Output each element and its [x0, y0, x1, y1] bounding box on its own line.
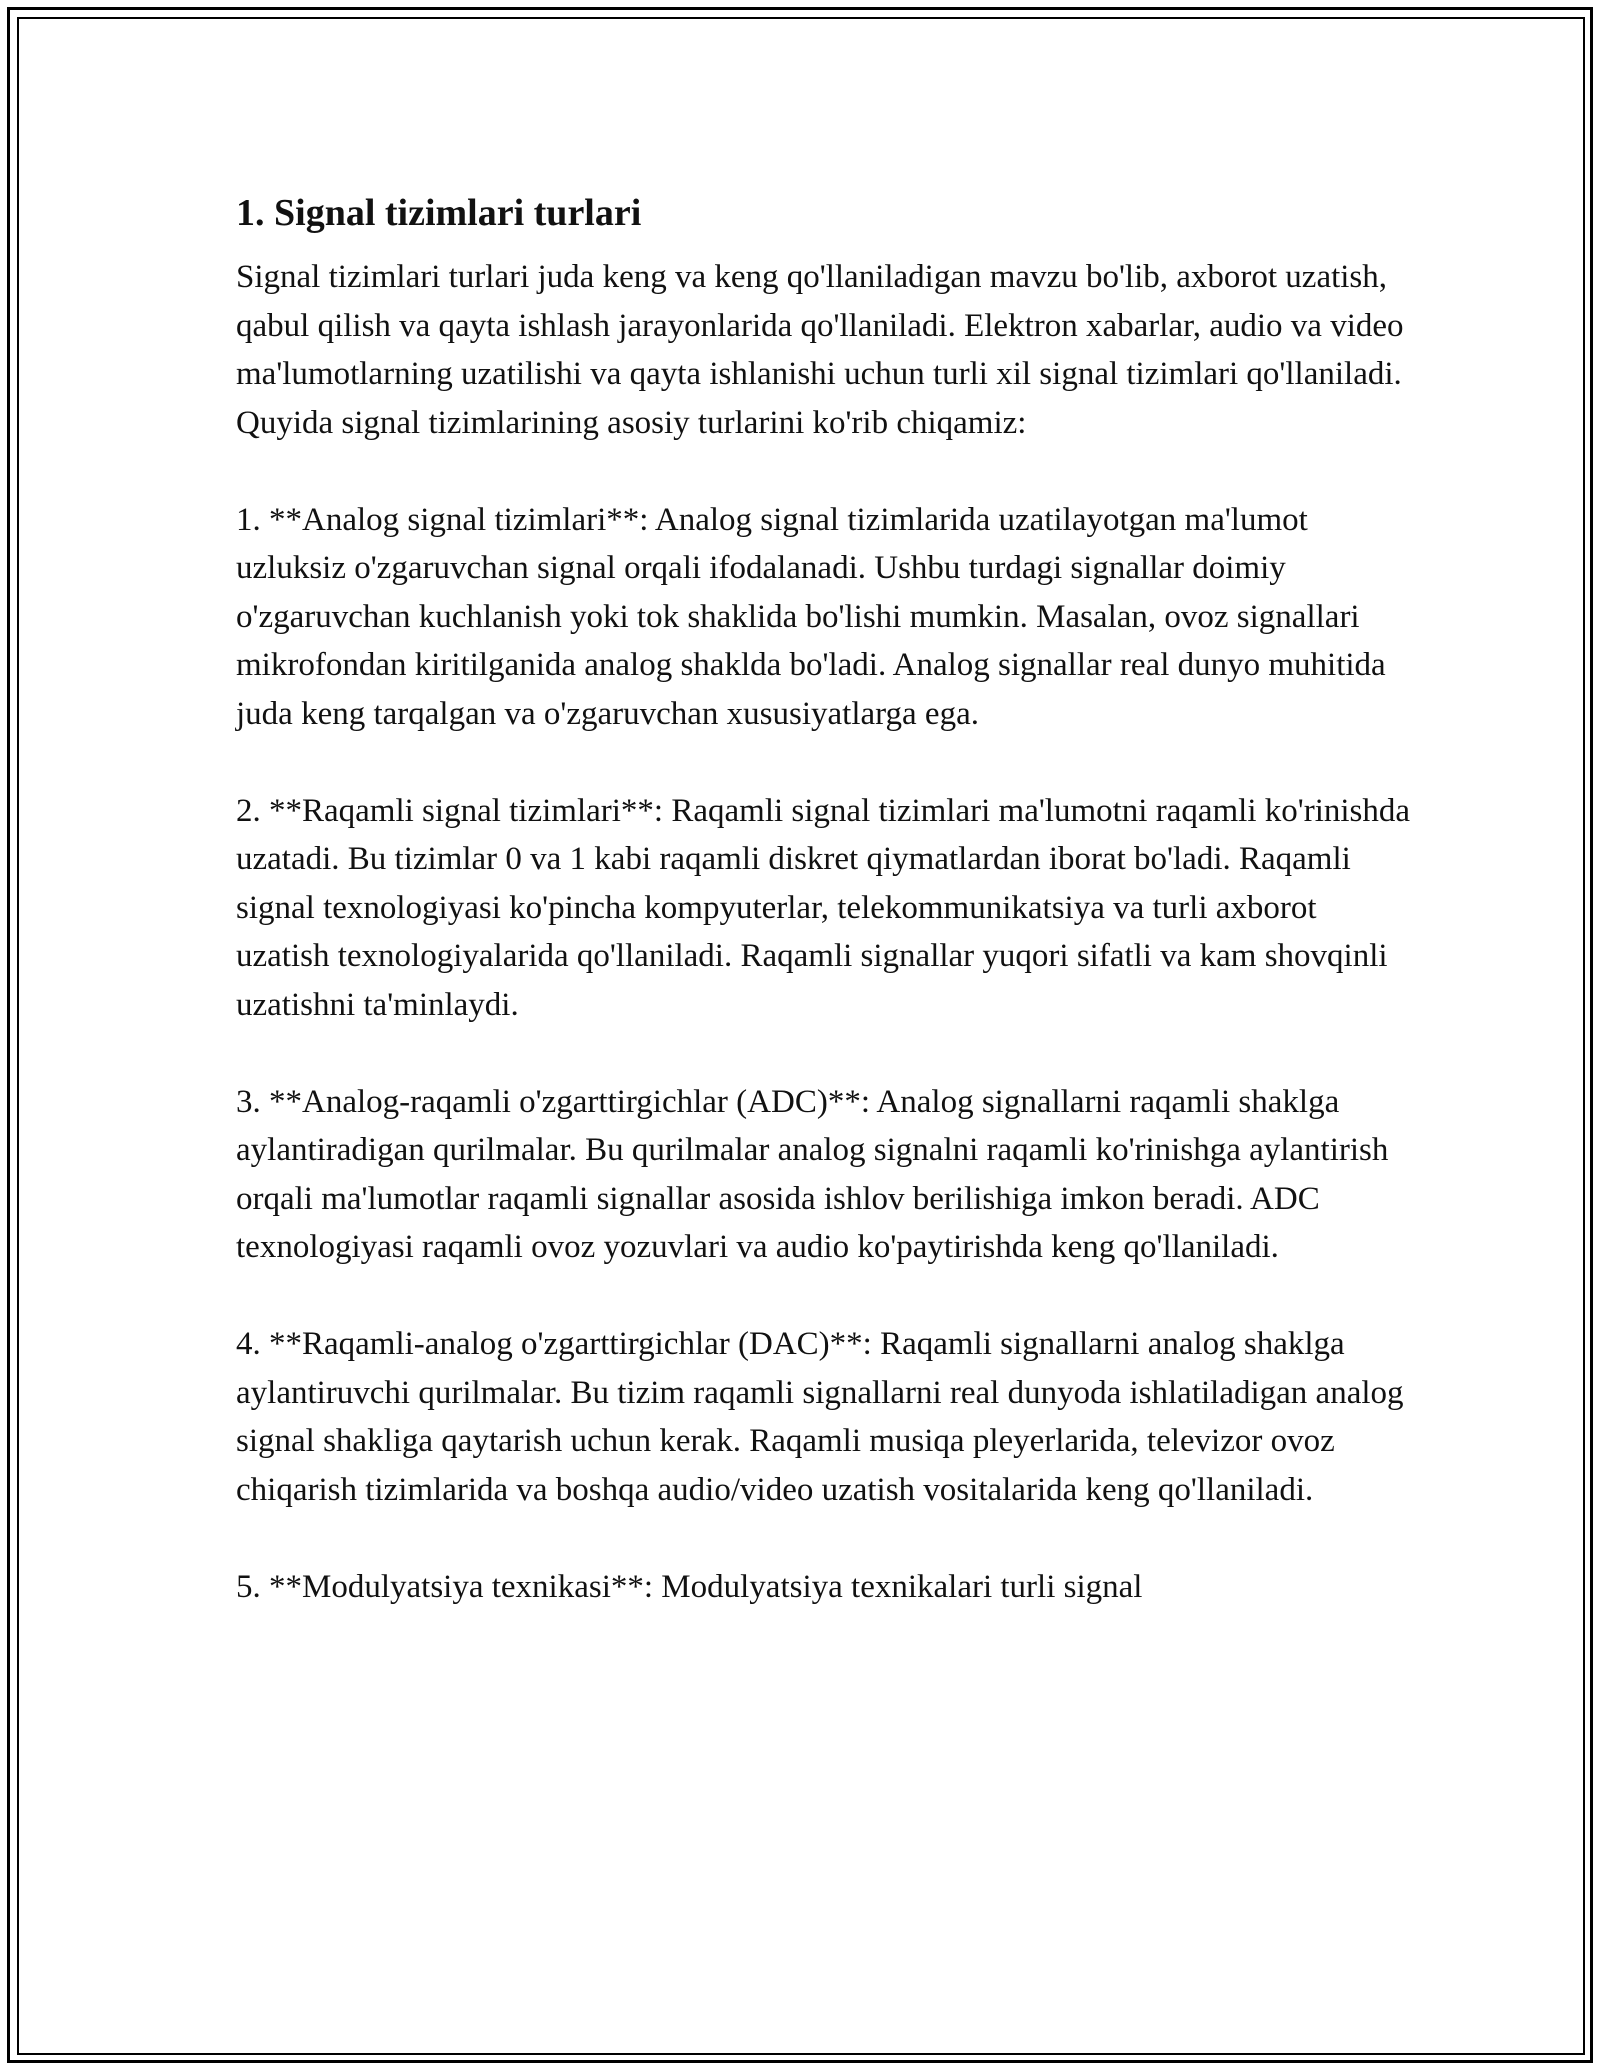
- intro-paragraph: Signal tizimlari turlari juda keng va keng qo'llaniladigan mavzu bo'lib, axborot uzatish, qabul qilish va qayta ishlash jarayonlarida qo'llaniladi. Elektron xabarlar, audio va video ma'lumotlarning uzatilishi va qayta ishlanishi uchun turli xil signal tizimlari qo'llaniladi. Quyida signal tizimlarining asosiy turlarini ko'rib chiqamiz:: [236, 259, 1404, 441]
- page-title: 1. Signal tizimlari turlari: [236, 192, 642, 234]
- list-item-modulation: 5. **Modulyatsiya texnikasi**: Modulyatsiya texnikalari turli signal: [236, 1568, 1143, 1605]
- list-item-digital: 2. **Raqamli signal tizimlari**: Raqamli signal tizimlari ma'lumotni raqamli ko'rinishda uzatadi. Bu tizimlar 0 va 1 kabi raqamli diskret qiymatlardan iborat bo'ladi. Raqamli signal texnologiyasi ko'pincha kompyuterlar, telekommunikatsiya va turli axborot uzatish texnologiyalarida qo'llaniladi. Raqamli signallar yuqori sifatli va kam shovqinli uzatishni ta'minlaydi.: [236, 792, 1411, 1023]
- list-item-adc: 3. **Analog-raqamli o'zgarttirgichlar (ADC)**: Analog signallarni raqamli shaklga aylantiradigan qurilmalar. Bu qurilmalar analog signalni raqamli ko'rinishga aylantirish orqali ma'lumotlar raqamli signallar asosida ishlov berilishiga imkon beradi. ADC texnologiyasi raqamli ovoz yozuvlari va audio ko'paytirishda keng qo'llaniladi.: [236, 1083, 1389, 1265]
- list-item-dac: 4. **Raqamli-analog o'zgarttirgichlar (DAC)**: Raqamli signallarni analog shaklga aylantiruvchi qurilmalar. Bu tizim raqamli signallarni real dunyoda ishlatiladigan analog signal shakliga qaytarish uchun kerak. Raqamli musiqa pleyerlarida, televizor ovoz chiqarish tizimlarida va boshqa audio/video uzatish vositalarida keng qo'llaniladi.: [236, 1326, 1404, 1508]
- list-item-analog: 1. **Analog signal tizimlari**: Analog signal tizimlarida uzatilayotgan ma'lumot uzluksiz o'zgaruvchan signal orqali ifodalanadi. Ushbu turdagi signallar doimiy o'zgaruvchan kuchlanish yoki tok shaklida bo'lishi mumkin. Masalan, ovoz signallari mikrofondan kiritilganida analog shakldа bo'ladi. Analog signallar real dunyo muhitida juda keng tarqalgan va o'zgaruvchan xususiyatlarga ega.: [236, 501, 1386, 732]
- document-body: [236, 185, 1416, 1611]
